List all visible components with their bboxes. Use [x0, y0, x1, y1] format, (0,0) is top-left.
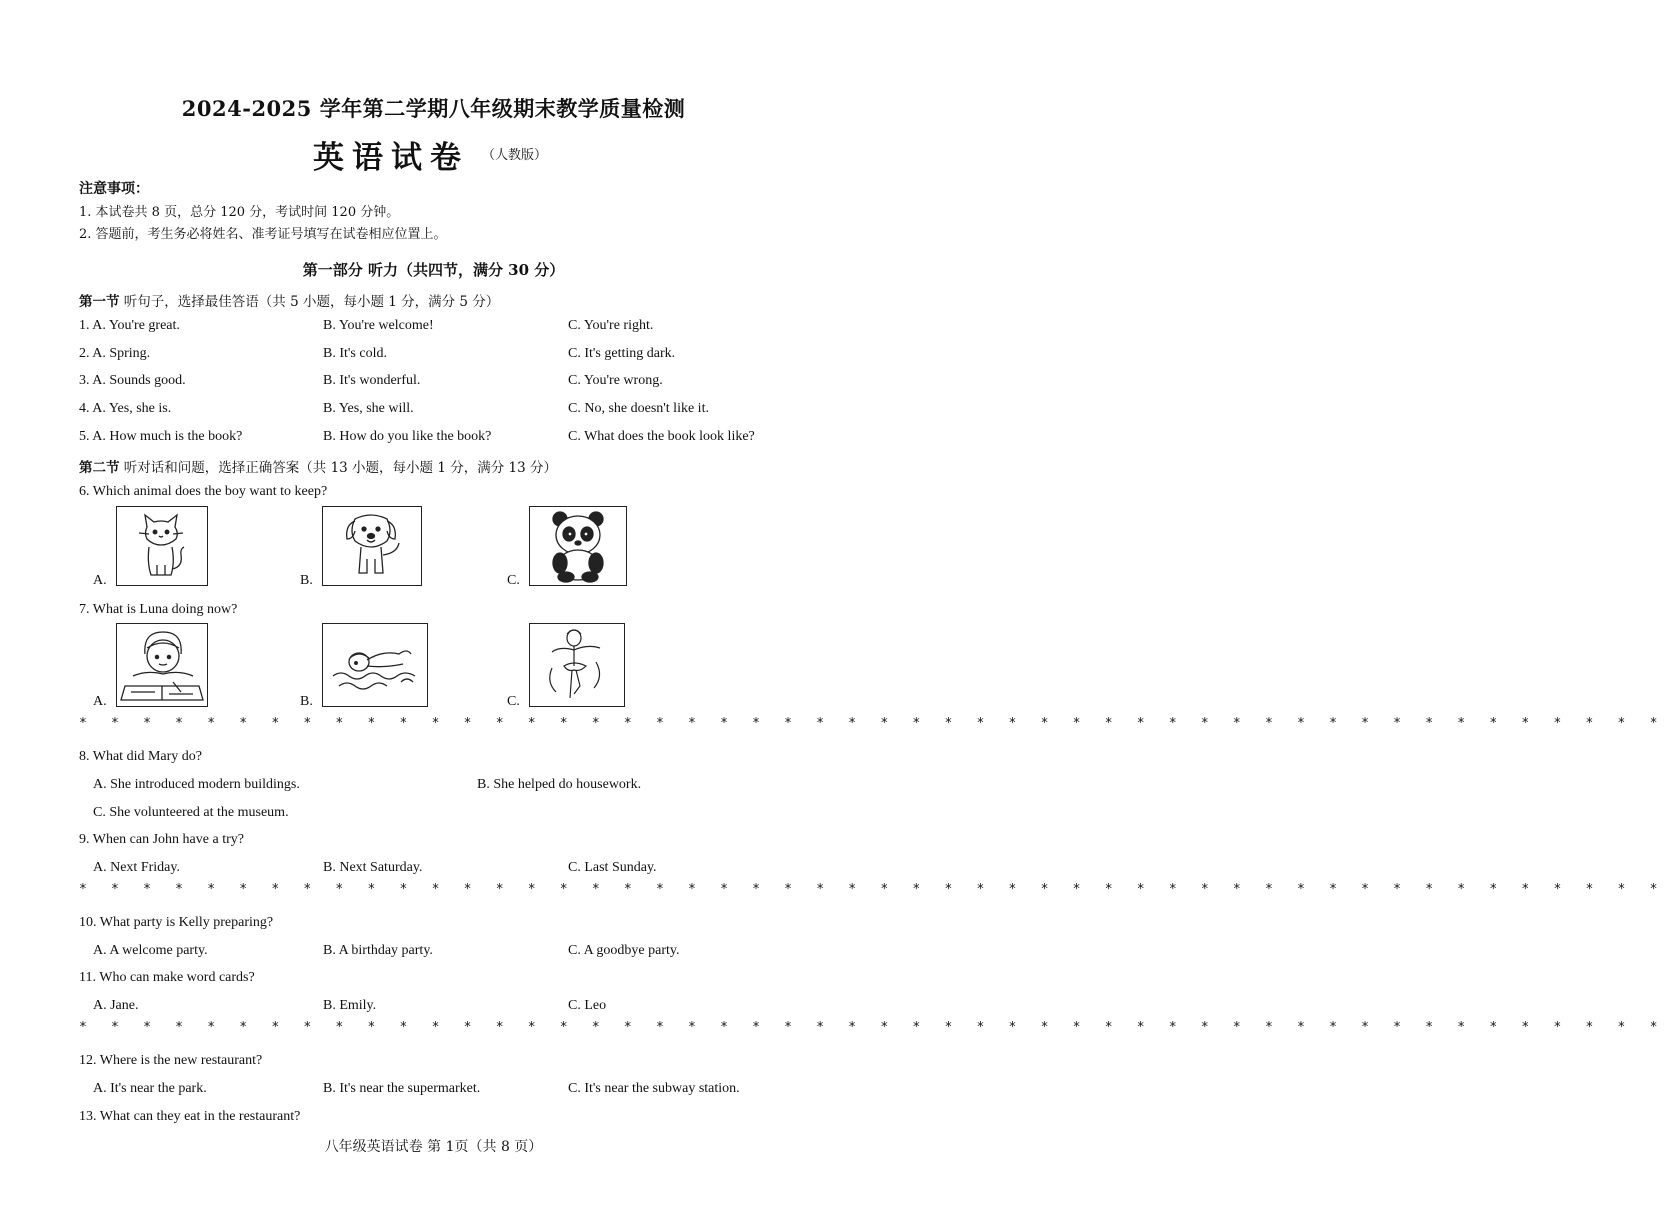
q11-option-b: B. Emily.: [323, 998, 377, 1013]
separator-stars-2: * * * * * * * * * * * * * * * * * * * * * * * * * * * * * * * * * * * * * * * * * * * * * * * * * *: [79, 882, 1666, 897]
q7-picture-c: [529, 623, 625, 707]
q9-option-c: C. Last Sunday.: [568, 860, 657, 875]
dancing-girl-icon: [530, 624, 624, 706]
q3-option-b: B. It's wonderful.: [323, 373, 421, 388]
q6-picture-a: [116, 506, 208, 586]
section1-label: 第一节: [79, 294, 120, 310]
q12-question: 12. Where is the new restaurant?: [79, 1053, 263, 1068]
part1-heading: 第一部分 听力（共四节，满分 30 分）: [302, 261, 565, 279]
q2-option-a: 2. A. Spring.: [79, 346, 151, 361]
q11-option-a: A. Jane.: [93, 998, 139, 1013]
page-footer: 八年级英语试卷 第 1页（共 8 页）: [324, 1139, 543, 1155]
q12-option-a: A. It's near the park.: [93, 1081, 207, 1096]
q8-option-c: C. She volunteered at the museum.: [93, 805, 289, 820]
q6-label-c: C.: [507, 573, 520, 588]
q5-option-a: 5. A. How much is the book?: [79, 429, 243, 444]
section2-instruction: 听对话和问题，选择正确答案（共 13 小题，每小题 1 分，满分 13 分）: [123, 460, 557, 476]
q4-option-b: B. Yes, she will.: [323, 401, 414, 416]
dog-icon: [323, 507, 421, 585]
writing-girl-icon: [117, 624, 207, 706]
q1-option-b: B. You're welcome!: [323, 318, 434, 333]
q10-question: 10. What party is Kelly preparing?: [79, 915, 274, 930]
q8-question: 8. What did Mary do?: [79, 749, 202, 764]
exam-edition: （人教版）: [482, 148, 548, 163]
q3-option-c: C. You're wrong.: [568, 373, 663, 388]
separator-stars-3: * * * * * * * * * * * * * * * * * * * * * * * * * * * * * * * * * * * * * * * * * * * * * * * * * *: [79, 1020, 1666, 1035]
q10-option-b: B. A birthday party.: [323, 943, 433, 958]
section2-heading: [79, 456, 557, 476]
q7-label-b: B.: [300, 694, 313, 709]
q7-question: 7. What is Luna doing now?: [79, 602, 238, 617]
q13-question: 13. What can they eat in the restaurant?: [79, 1109, 301, 1124]
notes-heading: 注意事项：: [79, 181, 149, 197]
q11-question: 11. Who can make word cards?: [79, 970, 255, 985]
q9-question: 9. When can John have a try?: [79, 832, 244, 847]
q10-option-a: A. A welcome party.: [93, 943, 208, 958]
q6-picture-b: [322, 506, 422, 586]
section1-instruction: 听句子，选择最佳答语（共 5 小题，每小题 1 分，满分 5 分）: [123, 294, 500, 310]
section1-heading: [79, 290, 499, 310]
q10-option-c: C. A goodbye party.: [568, 943, 680, 958]
q1-option-a: 1. A. You're great.: [79, 318, 180, 333]
separator-stars-1: * * * * * * * * * * * * * * * * * * * * * * * * * * * * * * * * * * * * * * * * * * * * * * * * * *: [79, 716, 1666, 731]
exam-subject: 英语试卷: [313, 140, 469, 176]
q7-picture-b: [322, 623, 428, 707]
q9-option-a: A. Next Friday.: [93, 860, 180, 875]
note-item-2: 2. 答题前，考生务必将姓名、准考证号填写在试卷相应位置上。: [79, 227, 447, 242]
q5-option-b: B. How do you like the book?: [323, 429, 492, 444]
q2-option-c: C. It's getting dark.: [568, 346, 676, 361]
section2-label: 第二节: [79, 460, 120, 476]
q8-option-a: A. She introduced modern buildings.: [93, 777, 300, 792]
q7-label-a: A.: [93, 694, 107, 709]
note-item-1: 1. 本试卷共 8 页，总分 120 分，考试时间 120 分钟。: [79, 205, 400, 220]
cat-icon: [117, 507, 207, 585]
q1-option-c: C. You're right.: [568, 318, 654, 333]
q7-label-c: C.: [507, 694, 520, 709]
q4-option-c: C. No, she doesn't like it.: [568, 401, 709, 416]
q2-option-b: B. It's cold.: [323, 346, 387, 361]
q9-option-b: B. Next Saturday.: [323, 860, 423, 875]
exam-title: 2024-2025 学年第二学期八年级期末教学质量检测: [181, 96, 686, 121]
q6-label-b: B.: [300, 573, 313, 588]
q11-option-c: C. Leo: [568, 998, 607, 1013]
q12-option-c: C. It's near the subway station.: [568, 1081, 740, 1096]
q6-label-a: A.: [93, 573, 107, 588]
panda-icon: [530, 507, 626, 585]
q4-option-a: 4. A. Yes, she is.: [79, 401, 172, 416]
q6-picture-c: [529, 506, 627, 586]
q12-option-b: B. It's near the supermarket.: [323, 1081, 481, 1096]
q3-option-a: 3. A. Sounds good.: [79, 373, 186, 388]
q6-question: 6. Which animal does the boy want to keep?: [79, 484, 328, 499]
swimming-icon: [323, 624, 427, 706]
q7-picture-a: [116, 623, 208, 707]
q8-option-b: B. She helped do housework.: [477, 777, 642, 792]
q5-option-c: C. What does the book look like?: [568, 429, 755, 444]
